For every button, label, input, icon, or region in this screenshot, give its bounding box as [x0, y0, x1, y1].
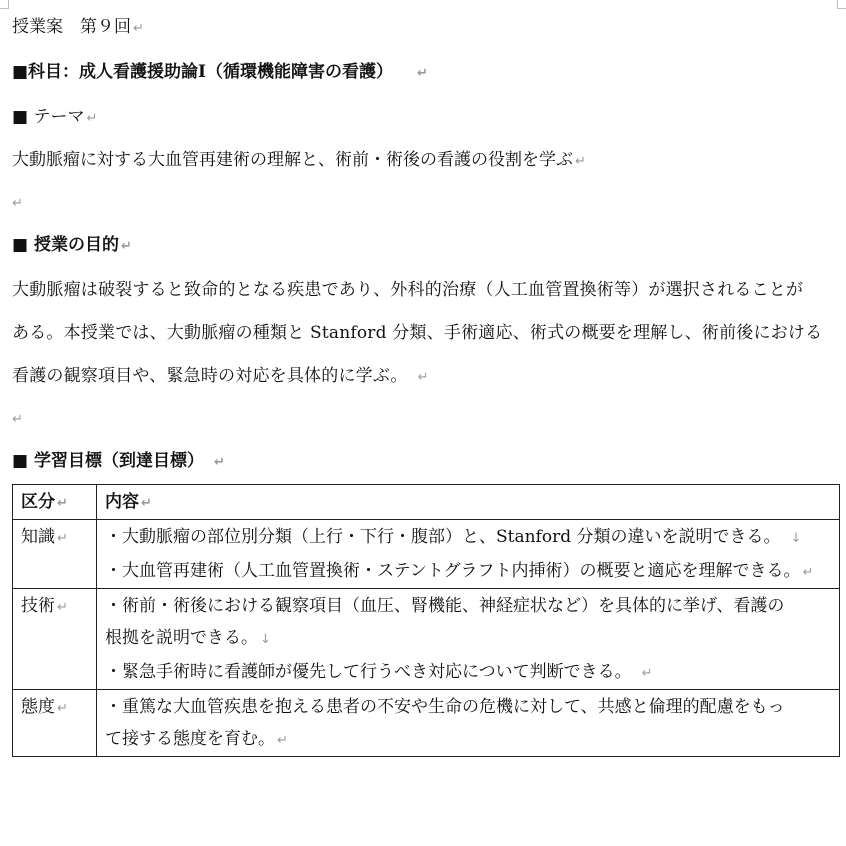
- subject-line[interactable]: [12, 61, 428, 85]
- table-cell-category[interactable]: 態度 ↵: [13, 690, 97, 757]
- paragraph-mark-icon: ↵: [133, 21, 144, 36]
- table-cell-category[interactable]: 技術 ↵: [13, 589, 97, 690]
- table-row: [13, 520, 840, 589]
- goals-heading-line[interactable]: [12, 450, 225, 474]
- table-row: [13, 589, 840, 690]
- cell-mark-icon: ↵: [277, 733, 288, 748]
- table-cell-content[interactable]: [97, 690, 840, 757]
- page-corner-mark: [0, 0, 9, 9]
- goal-line: ・重篤な大血管疾患を抱える患者の不安や生命の危機に対して、共感と倫理的配慮をもっ: [105, 697, 785, 717]
- table-cell-content-header[interactable]: 内容 ↵: [97, 485, 840, 520]
- goal-line: ・緊急手術時に看護師が優先して行うべき対応について判断できる。 ↵: [105, 662, 653, 682]
- purpose-text-line[interactable]: [12, 279, 803, 301]
- page-corner-mark: [837, 0, 846, 9]
- cell-mark-icon: ↵: [641, 666, 653, 681]
- paragraph-mark-icon: ↵: [575, 154, 586, 169]
- document-title-line[interactable]: [12, 16, 144, 40]
- table-cell-content[interactable]: [97, 589, 840, 690]
- line-break-icon: ↓: [790, 531, 802, 546]
- paragraph-mark-icon: ↵: [213, 455, 225, 470]
- table-row: [13, 690, 840, 757]
- paragraph-mark-icon: ↵: [12, 412, 23, 427]
- purpose-text-line[interactable]: [12, 322, 822, 344]
- table-cell-category[interactable]: 知識 ↵: [13, 520, 97, 589]
- theme-text: 大動脈瘤に対する大血管再建術の理解と、術前・術後の看護の役割を学ぶ: [12, 150, 573, 170]
- cell-mark-icon: ↵: [802, 565, 814, 580]
- paragraph-mark-icon: ↵: [86, 111, 98, 126]
- table-header-row: [13, 485, 840, 520]
- purpose-text: ある。本授業では、大動脈瘤の種類と Stanford 分類、手術適応、術式の概要を理解し、術前後における: [12, 323, 823, 343]
- purpose-text: 大動脈瘤は破裂すると致命的となる疾患であり、外科的治療（人工血管置換術等）が選択されることが: [12, 280, 804, 300]
- paragraph-mark-icon: ↵: [417, 370, 429, 385]
- goal-line: 根拠を説明できる。 ↓: [105, 628, 271, 648]
- goal-line: ・大血管再建術（人工血管置換術・ステントグラフト内挿術）の概要と適応を理解できる。 ↵: [105, 561, 814, 581]
- purpose-heading: ■ 授業の目的: [12, 235, 119, 255]
- paragraph-mark-icon: ↵: [417, 66, 428, 81]
- goals-heading: ■ 学習目標（到達目標）: [12, 451, 204, 471]
- learning-goals-table: [12, 484, 840, 757]
- goal-line: ・術前・術後における観察項目（血圧、腎機能、神経症状など）を具体的に挙げ、看護の: [105, 596, 785, 616]
- line-break-icon: ↓: [260, 632, 271, 647]
- paragraph-mark-icon: ↵: [120, 239, 132, 254]
- cell-mark-icon: ↵: [57, 496, 68, 511]
- goal-line: ・大動脈瘤の部位別分類（上行・下行・腹部）と、Stanford 分類の違いを説明できる。 ↓: [105, 527, 802, 547]
- cell-mark-icon: ↵: [57, 600, 68, 615]
- purpose-text: 看護の観察項目や、緊急時の対応を具体的に学ぶ。: [12, 366, 408, 386]
- purpose-text-line[interactable]: [12, 365, 429, 389]
- cell-mark-icon: ↵: [141, 496, 152, 511]
- subject-heading: ■科目：成人看護援助論Ⅰ（循環機能障害の看護）: [12, 62, 394, 82]
- table-cell-category-header[interactable]: 区分 ↵: [13, 485, 97, 520]
- purpose-heading-line[interactable]: [12, 234, 132, 258]
- theme-text-line[interactable]: [12, 149, 586, 173]
- cell-mark-icon: ↵: [57, 701, 68, 716]
- table-cell-content[interactable]: [97, 520, 840, 589]
- theme-heading: ■ テーマ: [12, 107, 85, 127]
- paragraph-mark-icon: ↵: [12, 196, 23, 211]
- empty-paragraph[interactable]: [12, 191, 23, 215]
- empty-paragraph[interactable]: [12, 407, 23, 431]
- theme-heading-line[interactable]: [12, 106, 97, 130]
- document-title: 授業案 第９回: [12, 17, 131, 37]
- cell-mark-icon: ↵: [57, 531, 68, 546]
- goal-line: て接する態度を育む。 ↵: [105, 729, 288, 749]
